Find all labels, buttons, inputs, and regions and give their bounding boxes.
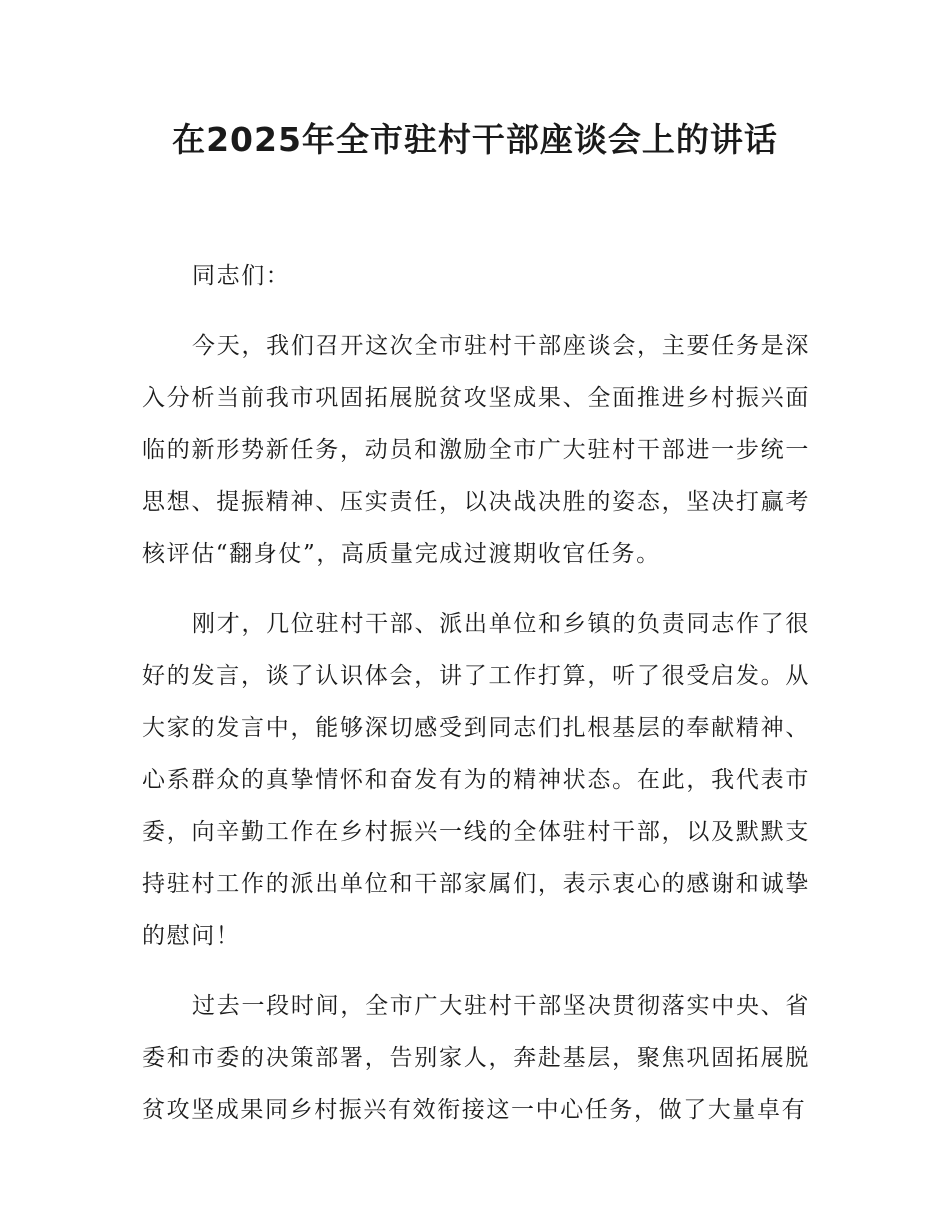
document-title: 在2025年全市驻村干部座谈会上的讲话	[172, 120, 778, 159]
paragraph-2: 刚才，几位驻村干部、派出单位和乡镇的负责同志作了很好的发言，谈了认识体会，讲了工作打算，听了很受启发。从大家的发言中，能够深切感受到同志们扎根基层的奉献精神、心系群众的真挚情怀和奋发有为的精神状态。在此，我代表市委，向辛勤工作在乡村振兴一线的全体驻村干部，以及默默支持驻村工作的派出单位和干部家属们，表示衷心的感谢和诚挚的慰问！	[142, 611, 810, 949]
paragraph-3: 过去一段时间，全市广大驻村干部坚决贯彻落实中央、省委和市委的决策部署，告别家人，奔赴基层，聚焦巩固拓展脱贫攻坚成果同乡村振兴有效衔接这一中心任务，做了大量卓有	[142, 993, 810, 1123]
salutation: 同志们：	[192, 263, 291, 289]
paragraph-1: 今天，我们召开这次全市驻村干部座谈会，主要任务是深入分析当前我市巩固拓展脱贫攻坚成果、全面推进乡村振兴面临的新形势新任务，动员和激励全市广大驻村干部进一步统一思想、提振精神、压实责任，以决战决胜的姿态，坚决打赢考核评估“翻身仗”，高质量完成过渡期收官任务。	[142, 333, 810, 567]
document-body	[142, 250, 810, 1154]
